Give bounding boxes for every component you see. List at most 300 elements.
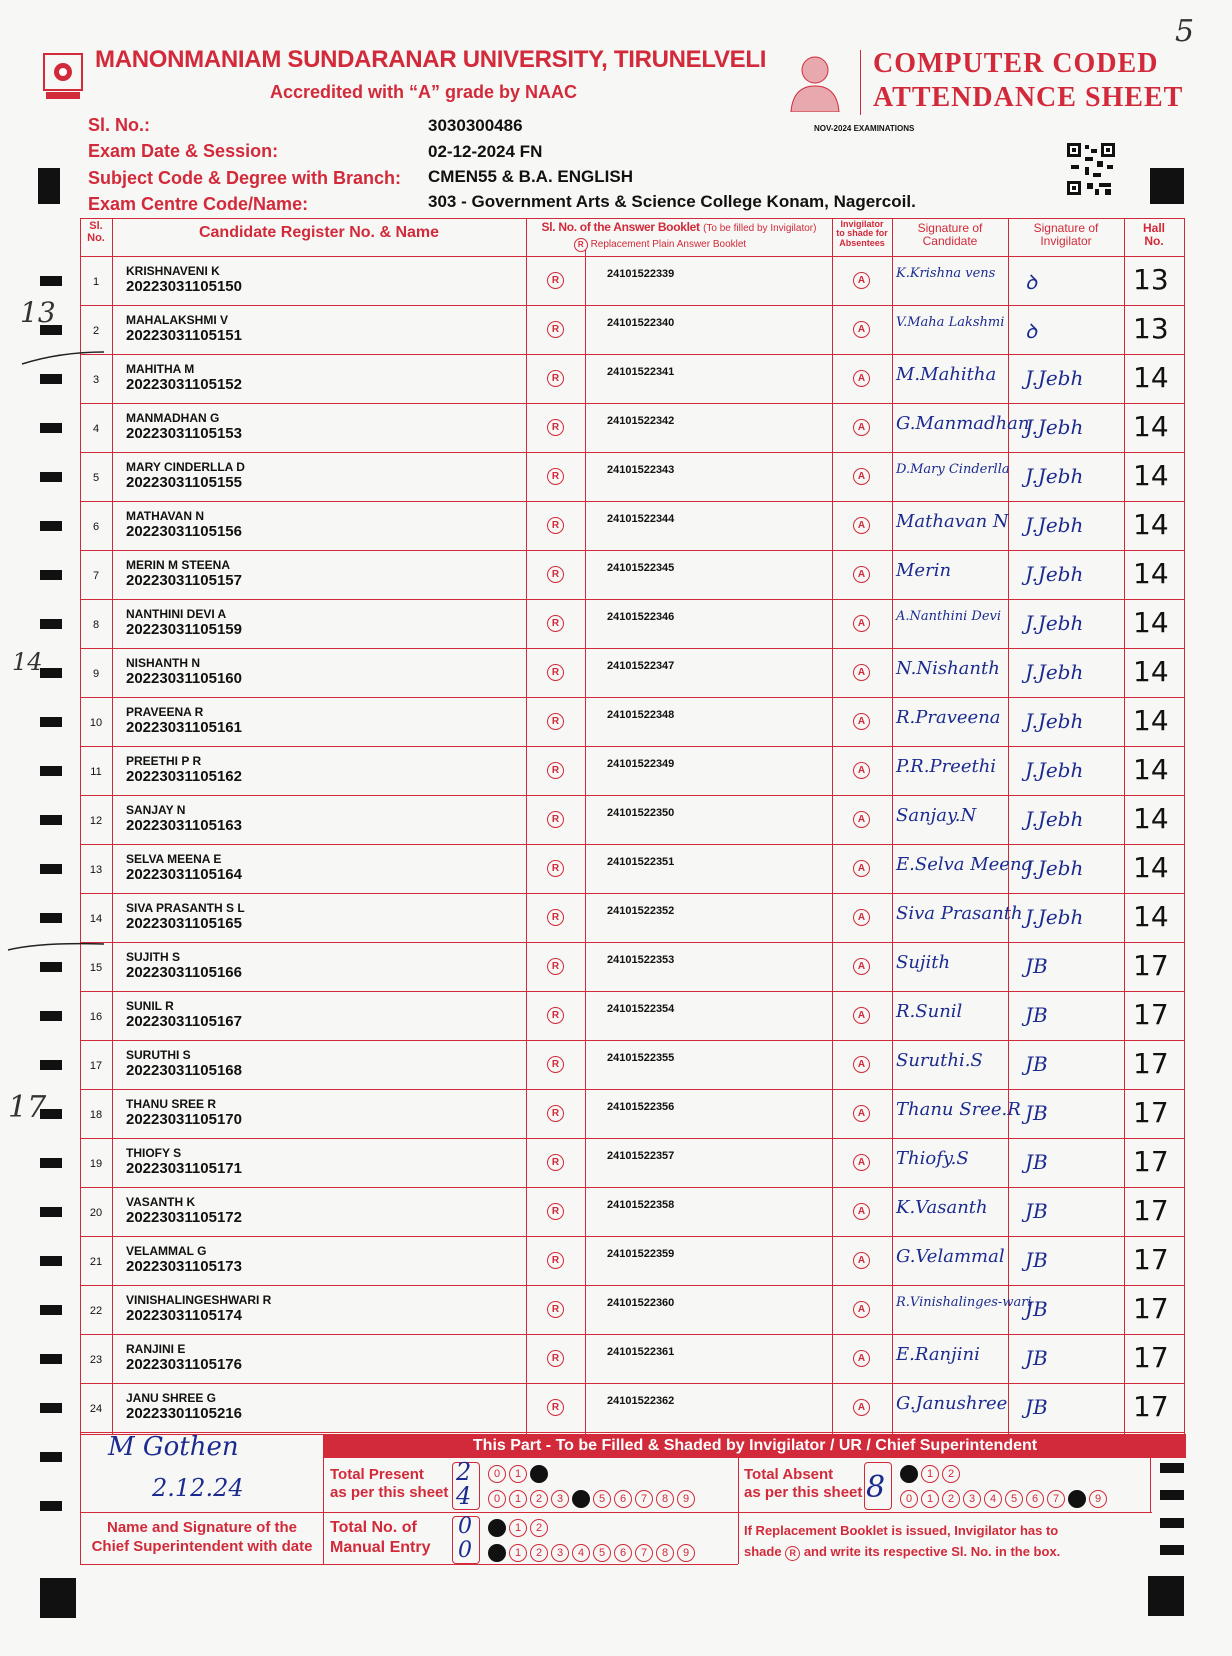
candidate-signature: Siva Prasanth [896, 903, 1023, 924]
digit-bubble[interactable]: 8 [656, 1544, 674, 1562]
row-serial: 4 [92, 423, 100, 435]
candidate-signature: Mathavan N [896, 511, 1009, 532]
candidate-name: MAHITHA M [126, 362, 195, 376]
margin-note-14: 14 [12, 648, 43, 676]
row-divider [80, 942, 1184, 943]
row-divider [80, 1285, 1184, 1286]
subject-value: CMEN55 & B.A. ENGLISH [428, 167, 633, 186]
booklet-number: 24101522357 [607, 1150, 675, 1162]
candidate-name: VINISHALINGESHWARI R [126, 1293, 272, 1307]
invigilator-signature: J.Jebh [1025, 905, 1084, 929]
university-name: MANONMANIAM SUNDARANAR UNIVERSITY, TIRUNELVELI [95, 46, 767, 73]
footer-banner-text: This Part - To be Filled & Shaded by Invigilator / UR / Chief Superintendent [472, 1437, 1038, 1454]
row-divider [80, 354, 1184, 355]
footer-col-1 [323, 1434, 324, 1564]
register-number: 20223031105160 [126, 670, 242, 687]
hall-number: 14 [1133, 410, 1169, 443]
margin-pen-strokes [0, 0, 120, 1656]
digit-bubble[interactable]: 3 [551, 1490, 569, 1508]
booklet-number: 24101522352 [607, 905, 675, 917]
register-number: 20223031105161 [126, 719, 242, 736]
register-number: 20223031105168 [126, 1062, 242, 1079]
sheet-title-2: ATTENDANCE SHEET [873, 82, 1184, 113]
replacement-note [744, 1520, 1060, 1562]
chief-signature: M Gothen [108, 1432, 239, 1462]
manual-label-line2: Manual Entry [330, 1539, 431, 1556]
absent-bubble[interactable]: A [853, 1056, 870, 1073]
candidate-signature: R.Vinishalinges-wari [896, 1295, 1032, 1310]
manual-label [330, 1518, 430, 1558]
row-divider [80, 550, 1184, 551]
row-serial: 9 [92, 668, 100, 680]
booklet-number: 24101522347 [607, 660, 675, 672]
manual-label-line1: Total No. of [330, 1519, 417, 1536]
footer-banner [324, 1434, 1186, 1458]
register-number: 20223031105166 [126, 964, 242, 981]
absent-bubble[interactable]: A [853, 664, 870, 681]
digit-bubble[interactable]: 0 [488, 1465, 506, 1483]
qr-code [1067, 143, 1115, 195]
row-divider [80, 1187, 1184, 1188]
digit-bubble[interactable]: 0 [488, 1519, 506, 1537]
candidate-name: PREETHI P R [126, 754, 202, 768]
hall-number: 14 [1133, 655, 1169, 688]
row-serial: 16 [89, 1011, 103, 1023]
absent-bubble[interactable]: A [853, 1203, 870, 1220]
booklet-number: 24101522350 [607, 807, 675, 819]
register-number: 20223031105156 [126, 523, 242, 540]
margin-note-17: 17 [8, 1090, 47, 1125]
absent-bubble[interactable]: A [853, 762, 870, 779]
booklet-number: 24101522342 [607, 415, 675, 427]
candidate-name: SURUTHI S [126, 1048, 191, 1062]
row-serial: 10 [89, 717, 103, 729]
timing-mark [1160, 1518, 1184, 1528]
register-number: 20223031105159 [126, 621, 242, 638]
digit-bubble[interactable]: 7 [1047, 1490, 1065, 1508]
replacement-bubble[interactable]: R [547, 713, 564, 730]
candidate-signature: Thanu Sree.R [896, 1099, 1021, 1120]
digit-bubble[interactable]: 1 [509, 1519, 527, 1537]
row-serial: 11 [90, 766, 102, 778]
candidate-signature: P.R.Preethi [896, 756, 997, 777]
row-serial: 12 [89, 815, 103, 827]
digit-bubble[interactable]: 2 [530, 1519, 548, 1537]
replacement-bubble[interactable]: R [547, 1350, 564, 1367]
digit-bubble[interactable]: 8 [656, 1490, 674, 1508]
replacement-bubble[interactable]: R [547, 664, 564, 681]
absent-bubble[interactable]: A [853, 272, 870, 289]
candidate-name: SELVA MEENA E [126, 852, 222, 866]
digit-bubble[interactable]: 0 [900, 1465, 918, 1483]
col-line-cand-sig [1008, 218, 1009, 1434]
row-serial: 24 [89, 1403, 103, 1415]
col-line-booklet [832, 218, 833, 1434]
th-booklet-label: Sl. No. of the Answer Booklet [541, 220, 700, 234]
register-number: 20223031105174 [126, 1307, 242, 1324]
invigilator-signature: JB [1025, 1101, 1048, 1125]
absent-tens-bubbles[interactable] [900, 1464, 963, 1483]
header-divider [860, 50, 861, 115]
invigilator-signature: ꝺ [1025, 270, 1037, 294]
replacement-note-line2 [744, 1541, 1060, 1562]
digit-bubble[interactable]: 2 [530, 1465, 548, 1483]
candidate-signature: K.Vasanth [896, 1197, 988, 1218]
digit-bubble[interactable]: 8 [1068, 1490, 1086, 1508]
register-number: 20223031105176 [126, 1356, 242, 1373]
replacement-bubble[interactable]: R [547, 566, 564, 583]
replacement-bubble[interactable]: R [547, 1252, 564, 1269]
absent-bubble[interactable]: A [853, 615, 870, 632]
row-divider [80, 991, 1184, 992]
register-number: 20223031105171 [126, 1160, 242, 1177]
replacement-note-line1: If Replacement Booklet is issued, Invigilator has to [744, 1523, 1059, 1538]
candidate-name: MERIN M STEENA [126, 558, 231, 572]
digit-bubble[interactable]: 5 [593, 1490, 611, 1508]
register-number: 20223031105162 [126, 768, 242, 785]
row-divider [80, 1383, 1184, 1384]
digit-bubble[interactable]: 9 [677, 1544, 695, 1562]
register-number: 20223031105172 [126, 1209, 242, 1226]
digit-bubble[interactable]: 2 [530, 1490, 548, 1508]
register-number: 20223031105167 [126, 1013, 242, 1030]
candidate-signature: K.Krishna vens [896, 266, 996, 281]
th-candidate-signature: Signature of Candidate [917, 221, 983, 248]
register-number: 20223031105155 [126, 474, 242, 491]
candidate-signature: R.Sunil [896, 1001, 963, 1022]
invigilator-signature: JB [1025, 954, 1048, 978]
digit-bubble[interactable]: 5 [593, 1544, 611, 1562]
digit-bubble[interactable]: 7 [635, 1490, 653, 1508]
candidate-signature: V.Maha Lakshmi [896, 315, 1005, 330]
booklet-number: 24101522356 [607, 1101, 675, 1113]
hall-number: 17 [1133, 1047, 1169, 1080]
exam-note: NOV-2024 EXAMINATIONS [814, 124, 915, 133]
row-divider [80, 599, 1184, 600]
row-serial: 20 [89, 1207, 103, 1219]
absent-bubble[interactable]: A [853, 1350, 870, 1367]
row-serial: 14 [89, 913, 103, 925]
absent-label-line2: as per this sheet [744, 1484, 863, 1501]
replacement-bubble[interactable]: R [547, 615, 564, 632]
register-number: 20223031105164 [126, 866, 242, 883]
replacement-bubble[interactable]: R [547, 762, 564, 779]
digit-bubble[interactable]: 1 [509, 1544, 527, 1562]
row-serial: 8 [92, 619, 100, 631]
hall-number: 14 [1133, 753, 1169, 786]
th-booklet [526, 221, 832, 235]
row-serial: 13 [89, 864, 103, 876]
manual-tens-bubbles[interactable] [488, 1518, 551, 1537]
invigilator-signature: J.Jebh [1025, 513, 1084, 537]
booklet-number: 24101522358 [607, 1199, 675, 1211]
hall-number: 17 [1133, 1390, 1169, 1423]
replacement-bubble[interactable]: R [547, 1007, 564, 1024]
row-divider [80, 893, 1184, 894]
booklet-number: 24101522359 [607, 1248, 675, 1260]
booklet-number: 24101522340 [607, 317, 675, 329]
candidate-signature: G.Janushree [896, 1393, 1008, 1414]
booklet-number: 24101522360 [607, 1297, 675, 1309]
register-number: 20223031105165 [126, 915, 242, 932]
candidate-signature: A.Nanthini Devi [896, 609, 1002, 624]
booklet-number: 24101522355 [607, 1052, 675, 1064]
hall-number: 14 [1133, 459, 1169, 492]
absent-bubble[interactable]: A [853, 958, 870, 975]
replacement-bubble[interactable]: R [547, 370, 564, 387]
header-bottom-line [80, 256, 1184, 257]
candidate-name: SUNIL R [126, 999, 174, 1013]
replacement-bubble[interactable]: R [547, 517, 564, 534]
digit-bubble[interactable]: 0 [488, 1490, 506, 1508]
row-divider [80, 403, 1184, 404]
row-serial: 19 [89, 1158, 103, 1170]
chief-label-line2: Chief Superintendent with date [91, 1538, 313, 1555]
row-divider [80, 1040, 1184, 1041]
manual-units-bubbles[interactable] [488, 1543, 698, 1562]
present-units-value: 4 [456, 1482, 472, 1510]
booklet-number: 24101522345 [607, 562, 675, 574]
digit-bubble[interactable]: 9 [677, 1490, 695, 1508]
footer-mid-line [80, 1512, 1152, 1513]
present-tens-value: 2 [456, 1458, 472, 1486]
absent-bubble[interactable]: A [853, 1105, 870, 1122]
replacement-bubble[interactable]: R [547, 1399, 564, 1416]
candidate-signature: Thiofy.S [896, 1148, 969, 1169]
replacement-bubble[interactable]: R [547, 321, 564, 338]
hall-number: 17 [1133, 1194, 1169, 1227]
absent-bubble[interactable]: A [853, 1154, 870, 1171]
manual-tens-value: 0 [458, 1514, 472, 1539]
invigilator-signature: J.Jebh [1025, 366, 1084, 390]
digit-bubble[interactable]: 5 [1005, 1490, 1023, 1508]
invigilator-signature: J.Jebh [1025, 807, 1084, 831]
absent-bubble[interactable]: A [853, 566, 870, 583]
absent-units-bubbles[interactable] [900, 1489, 1110, 1508]
row-serial: 21 [89, 1256, 103, 1268]
th-replacement-label: Replacement Plain Answer Booklet [590, 239, 747, 250]
digit-bubble[interactable]: 1 [921, 1490, 939, 1508]
digit-bubble[interactable]: 6 [614, 1490, 632, 1508]
hall-number: 14 [1133, 802, 1169, 835]
row-divider [80, 1138, 1184, 1139]
chief-date: 2.12.24 [152, 1474, 244, 1502]
register-number: 20223301105216 [126, 1405, 242, 1422]
digit-bubble[interactable]: 4 [984, 1490, 1002, 1508]
booklet-number: 24101522339 [607, 268, 675, 280]
register-number: 20223031105150 [126, 278, 242, 295]
absent-bubble[interactable]: A [853, 1399, 870, 1416]
invigilator-signature: J.Jebh [1025, 562, 1084, 586]
absent-bubble[interactable]: A [853, 419, 870, 436]
candidate-name: VELAMMAL G [126, 1244, 207, 1258]
candidate-signature: Suruthi.S [896, 1050, 983, 1071]
candidate-name: SIVA PRASANTH S L [126, 901, 245, 915]
booklet-number: 24101522361 [607, 1346, 675, 1358]
invigilator-signature: JB [1025, 1395, 1048, 1419]
present-label-line2: as per this sheet [330, 1484, 449, 1501]
invigilator-signature: J.Jebh [1025, 415, 1084, 439]
row-divider [80, 648, 1184, 649]
replacement-bubble[interactable]: R [547, 1056, 564, 1073]
sl-no-label: Sl. No.: [88, 115, 150, 135]
hall-number: 17 [1133, 1096, 1169, 1129]
present-units-bubbles[interactable] [488, 1489, 698, 1508]
row-divider [80, 844, 1184, 845]
col-line-inv-sig [1124, 218, 1125, 1434]
row-divider [80, 452, 1184, 453]
replacement-symbol-icon: R [785, 1546, 800, 1561]
digit-bubble[interactable]: 4 [572, 1490, 590, 1508]
digit-bubble[interactable]: 0 [488, 1544, 506, 1562]
candidate-signature: E.Ranjini [896, 1344, 980, 1365]
table-right-border [1184, 218, 1185, 1434]
present-label-line1: Total Present [330, 1466, 424, 1483]
th-sl: Sl. No. [87, 220, 105, 244]
corner-mark [1150, 168, 1184, 204]
digit-bubble[interactable]: 6 [1026, 1490, 1044, 1508]
register-number: 20223031105151 [126, 327, 242, 344]
th-invigilator-signature: Signature of Invigilator [1033, 221, 1099, 248]
hall-number: 14 [1133, 851, 1169, 884]
absent-bubble[interactable]: A [853, 321, 870, 338]
manual-units-value: 0 [458, 1538, 472, 1563]
footer-col-2 [738, 1458, 739, 1564]
absent-bubble[interactable]: A [853, 468, 870, 485]
row-serial: 3 [92, 374, 100, 386]
absent-label [744, 1466, 862, 1502]
absent-bubble[interactable]: A [853, 1007, 870, 1024]
digit-bubble[interactable]: 4 [572, 1544, 590, 1562]
digit-bubble[interactable]: 2 [942, 1490, 960, 1508]
th-replacement [530, 238, 790, 252]
absent-bubble[interactable]: A [853, 517, 870, 534]
candidate-name: RANJINI E [126, 1342, 186, 1356]
timing-mark [1160, 1463, 1184, 1473]
row-serial: 2 [92, 325, 100, 337]
replacement-bubble[interactable]: R [547, 1203, 564, 1220]
absent-bubble[interactable]: A [853, 1301, 870, 1318]
replacement-bubble[interactable]: R [547, 1301, 564, 1318]
digit-bubble[interactable]: 1 [509, 1490, 527, 1508]
invigilator-signature: JB [1025, 1199, 1048, 1223]
candidate-name: MATHAVAN N [126, 509, 204, 523]
candidate-name: KRISHNAVENI K [126, 264, 220, 278]
replacement-bubble[interactable]: R [547, 958, 564, 975]
candidate-signature: G.Manmadhan [896, 413, 1030, 434]
digit-bubble[interactable]: 1 [509, 1465, 527, 1483]
hall-number: 14 [1133, 900, 1169, 933]
replacement-bubble[interactable]: R [547, 860, 564, 877]
digit-bubble[interactable]: 1 [921, 1465, 939, 1483]
row-divider [80, 1432, 1184, 1433]
invigilator-signature: JB [1025, 1297, 1048, 1321]
present-tens-bubbles[interactable] [488, 1464, 551, 1483]
th-candidate: Candidate Register No. & Name [198, 224, 440, 241]
digit-bubble[interactable]: 2 [530, 1544, 548, 1562]
candidate-signature: M.Mahitha [896, 364, 997, 385]
digit-bubble[interactable]: 7 [635, 1544, 653, 1562]
invigilator-signature: JB [1025, 1248, 1048, 1272]
absent-bubble[interactable]: A [853, 370, 870, 387]
col-line-candidate [526, 218, 527, 1434]
subject-label: Subject Code & Degree with Branch: [88, 168, 402, 188]
booklet-number: 24101522344 [607, 513, 675, 525]
timing-mark [1160, 1490, 1184, 1500]
digit-bubble[interactable]: 0 [900, 1490, 918, 1508]
hall-number: 14 [1133, 606, 1169, 639]
digit-bubble[interactable]: 2 [942, 1465, 960, 1483]
absent-label-line1: Total Absent [744, 1466, 834, 1483]
booklet-number: 24101522362 [607, 1395, 675, 1407]
hall-number: 14 [1133, 361, 1169, 394]
hall-number: 17 [1133, 1292, 1169, 1325]
absent-bubble[interactable]: A [853, 860, 870, 877]
register-number: 20223031105163 [126, 817, 242, 834]
replacement-bubble[interactable]: R [547, 1105, 564, 1122]
row-divider [80, 795, 1184, 796]
replacement-bubble[interactable]: R [547, 468, 564, 485]
invigilator-signature: J.Jebh [1025, 464, 1084, 488]
row-serial: 22 [89, 1305, 103, 1317]
digit-bubble[interactable]: 3 [551, 1544, 569, 1562]
candidate-signature: E.Selva Meena [896, 854, 1033, 875]
absent-bubble[interactable]: A [853, 713, 870, 730]
replacement-bubble[interactable]: R [547, 909, 564, 926]
th-booklet-note: (To be filled by Invigilator) [703, 223, 817, 234]
centre-value: 303 - Government Arts & Science College Konam, Nagercoil. [428, 192, 916, 211]
digit-bubble[interactable]: 3 [963, 1490, 981, 1508]
centre-label: Exam Centre Code/Name: [88, 194, 309, 214]
absent-value: 8 [866, 1470, 886, 1505]
row-serial: 1 [92, 276, 100, 288]
row-serial: 23 [89, 1354, 103, 1366]
replacement-bubble[interactable]: R [547, 272, 564, 289]
invigilator-signature: JB [1025, 1052, 1048, 1076]
hall-number: 14 [1133, 508, 1169, 541]
digit-bubble[interactable]: 9 [1089, 1490, 1107, 1508]
hall-number: 14 [1133, 557, 1169, 590]
candidate-name: PRAVEENA R [126, 705, 204, 719]
table-top-border [80, 218, 1184, 219]
hall-number: 13 [1133, 263, 1169, 296]
replacement-bubble[interactable]: R [547, 1154, 564, 1171]
replacement-bubble[interactable]: R [547, 419, 564, 436]
hall-number: 13 [1133, 312, 1169, 345]
candidate-name: JANU SHREE G [126, 1391, 217, 1405]
invigilator-signature: J.Jebh [1025, 709, 1084, 733]
exam-date-label: Exam Date & Session: [88, 141, 279, 161]
replacement-bubble[interactable]: R [547, 811, 564, 828]
hall-number: 17 [1133, 1243, 1169, 1276]
invigilator-signature: JB [1025, 1150, 1048, 1174]
corner-mark [1148, 1576, 1184, 1616]
candidate-name: VASANTH K [126, 1195, 196, 1209]
register-number: 20223031105152 [126, 376, 242, 393]
booklet-number: 24101522348 [607, 709, 675, 721]
absent-bubble[interactable]: A [853, 811, 870, 828]
booklet-number: 24101522341 [607, 366, 675, 378]
invigilator-signature: J.Jebh [1025, 611, 1084, 635]
hall-number: 17 [1133, 949, 1169, 982]
row-divider [80, 1334, 1184, 1335]
col-line-absent [892, 218, 893, 1434]
row-divider [80, 746, 1184, 747]
digit-bubble[interactable]: 6 [614, 1544, 632, 1562]
absent-bubble[interactable]: A [853, 909, 870, 926]
absent-bubble[interactable]: A [853, 1252, 870, 1269]
chief-label [84, 1518, 320, 1556]
